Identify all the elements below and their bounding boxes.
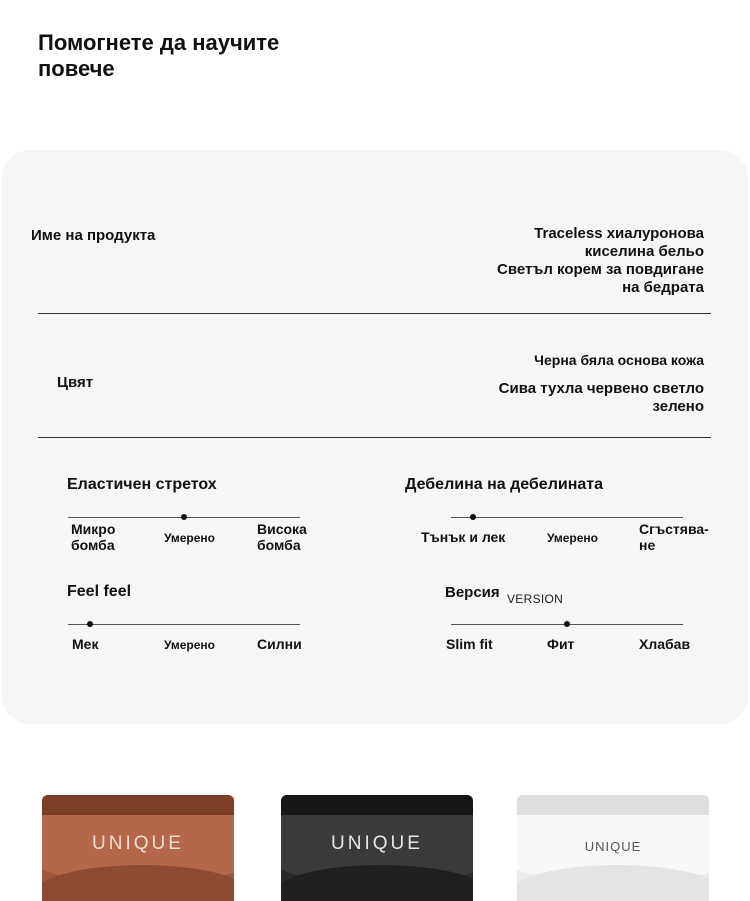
divider [38, 313, 711, 314]
divider [38, 437, 711, 438]
product-image-black [281, 795, 473, 901]
version-subtitle: VERSION [507, 592, 564, 606]
feel-option-high: Силни [257, 636, 302, 652]
brand-logo: UNIQUE [331, 833, 423, 854]
color-line: Сива тухла червено светло [498, 380, 704, 397]
color-label: Цвят [57, 374, 94, 391]
product-name-line: на бедрата [622, 279, 704, 296]
version-option-low: Slim fit [446, 636, 493, 652]
color-value-secondary [404, 380, 704, 416]
product-image-brown [42, 795, 234, 901]
feel-scale-track [68, 624, 300, 625]
feel-scale-marker [87, 621, 93, 627]
elastic-scale-marker [181, 514, 187, 520]
color-value-primary: Черна бяла основа кожа [534, 352, 704, 368]
feel-option-low: Мек [72, 636, 99, 652]
thickness-title: Дебелина на дебелината [405, 476, 603, 493]
version-option-mid: Фит [547, 636, 575, 652]
product-name-line: Светъл корем за повдигане [497, 261, 704, 278]
elastic-option-high: Висока бомба [257, 521, 307, 553]
feel-option-mid: Умерено [164, 638, 215, 652]
thickness-option-mid: Умерено [547, 531, 598, 545]
product-image-white [517, 795, 709, 901]
thickness-scale-marker [470, 514, 476, 520]
brand-logo: UNIQUE [584, 839, 642, 854]
elastic-option-mid: Умерено [164, 531, 215, 545]
product-name-line: Traceless хиалуронова [534, 225, 704, 242]
page-title: Помогнете да научите повече [38, 30, 280, 81]
product-name-value [424, 225, 704, 297]
color-line: зелено [652, 398, 704, 415]
product-name-line: киселина бельо [584, 243, 704, 260]
thickness-scale-track [451, 517, 683, 518]
brand-logo: UNIQUE [92, 833, 184, 854]
version-scale-marker [564, 621, 570, 627]
elastic-title: Еластичен стретох [67, 476, 217, 493]
elastic-option-low: Микро бомба [71, 521, 116, 553]
product-name-label: Име на продукта [31, 227, 156, 244]
thickness-option-low: Тънък и лек [421, 529, 506, 545]
version-option-high: Хлабав [639, 636, 691, 652]
thickness-option-high: Сгъстява- не [639, 521, 709, 553]
version-title: Версия [445, 584, 500, 601]
feel-title: Feel feel [67, 583, 132, 600]
